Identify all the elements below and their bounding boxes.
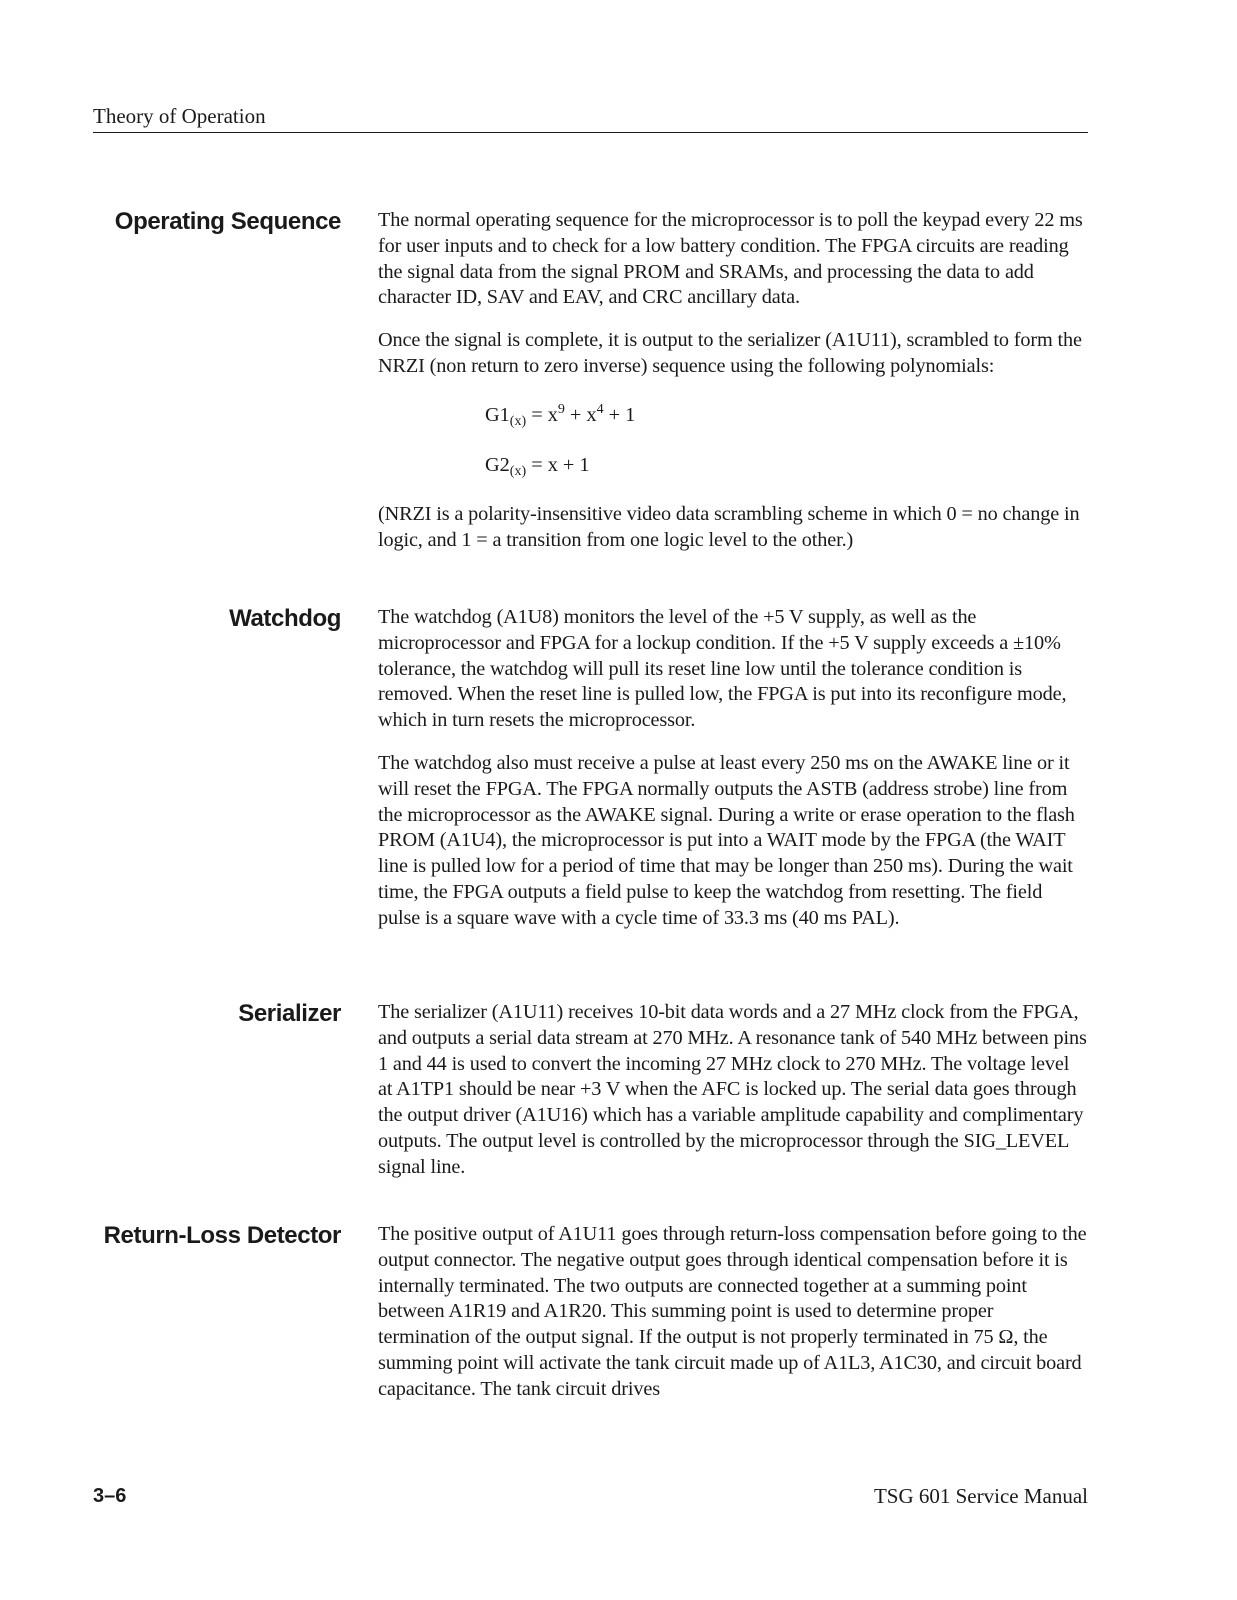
formula-subscript: (x)	[509, 463, 527, 479]
section-body	[378, 208, 1088, 571]
header-title: Theory of Operation	[93, 104, 266, 128]
running-header	[93, 104, 1088, 133]
formula-subscript: (x)	[509, 413, 527, 429]
formula-text: + 1	[603, 403, 636, 426]
manual-title: TSG 601 Service Manual	[873, 1484, 1088, 1508]
formula-text: = x + 1	[526, 453, 590, 476]
page-number: 3–6	[93, 1485, 127, 1507]
formula-name: G2	[485, 453, 510, 476]
formula-exponent: 9	[557, 401, 565, 417]
polynomial-g1	[485, 397, 1088, 435]
formula-name: G1	[485, 403, 510, 426]
paragraph: (NRZI is a polarity-insensitive video data scrambling scheme in which 0 = no change in logic, and 1 = a transition from one logic level to the other.)	[378, 503, 1080, 552]
paragraph: The watchdog also must receive a pulse at least every 250 ms on the AWAKE line or it will reset the FPGA. The FPGA normally outputs the ASTB (address strobe) line from the microprocessor as the AWAKE signal. During a write or erase operation to the flash PROM (A1U4), the microprocessor is put into a WAIT mode by the FPGA (the WAIT line is pulled low for a period of time that may be longer than 250 ms). During the wait time, the FPGA outputs a field pulse to keep the watchdog from resetting. The field pulse is a square wave with a cycle time of 33.3 ms (40 ms PAL).	[378, 751, 1075, 929]
polynomial-g2	[485, 453, 1088, 485]
section-heading: Return-Loss Detector	[103, 1222, 341, 1249]
formula-text: = x	[526, 403, 558, 426]
section-body	[378, 1000, 1088, 1198]
paragraph: The watchdog (A1U8) monitors the level of the +5 V supply, as well as the microprocessor and FPGA for a lockup condition. If the +5 V supply exceeds a ±10% tolerance, the watchdog will pull its reset line low until the tolerance condition is removed. When the reset line is pulled low, the FPGA is put into its reconfigure mode, which in turn resets the microprocessor.	[378, 606, 1067, 732]
paragraph: Once the signal is complete, it is output to the serializer (A1U11), scrambled to form the NRZI (non return to zero inverse) sequence using the following polynomials:	[378, 329, 1082, 377]
section-heading: Operating Sequence	[114, 208, 341, 235]
paragraph: The serializer (A1U11) receives 10-bit data words and a 27 MHz clock from the FPGA, and outputs a serial data stream at 270 MHz. A resonance tank of 540 MHz between pins 1 and 44 is used to convert the incoming 27 MHz clock to 270 MHz. The voltage level at A1TP1 should be near +3 V when the AFC is locked up. The serial data goes through the output driver (A1U16) which has a variable amplitude capability and complimentary outputs. The output level is controlled by the microprocessor through the SIG_LEVEL signal line.	[378, 1001, 1087, 1178]
formula-text: + x	[564, 403, 597, 426]
paragraph: The normal operating sequence for the microprocessor is to poll the keypad every 22 ms for user inputs and to check for a low battery condition. The FPGA circuits are reading the signal data from the signal PROM and SRAMs, and processing the data to add character ID, SAV and EAV, and CRC ancillary data.	[378, 209, 1083, 309]
paragraph: The positive output of A1U11 goes through return-loss compensation before going to the output connector. The negative output goes through identical compensation before it is internally terminated. The two outputs are connected together at a summing point between A1R19 and A1R20. This summing point is used to determine proper termination of the output signal. If the output is not properly terminated in 75 Ω, the summing point will activate the tank circuit made up of A1L3, A1C30, and circuit board capacitance. The tank circuit drives	[378, 1223, 1087, 1400]
section-body	[378, 1222, 1088, 1420]
section-body	[378, 605, 1088, 949]
formula-exponent: 4	[596, 401, 604, 417]
section-heading: Watchdog	[229, 605, 341, 632]
section-heading: Serializer	[238, 1000, 341, 1027]
